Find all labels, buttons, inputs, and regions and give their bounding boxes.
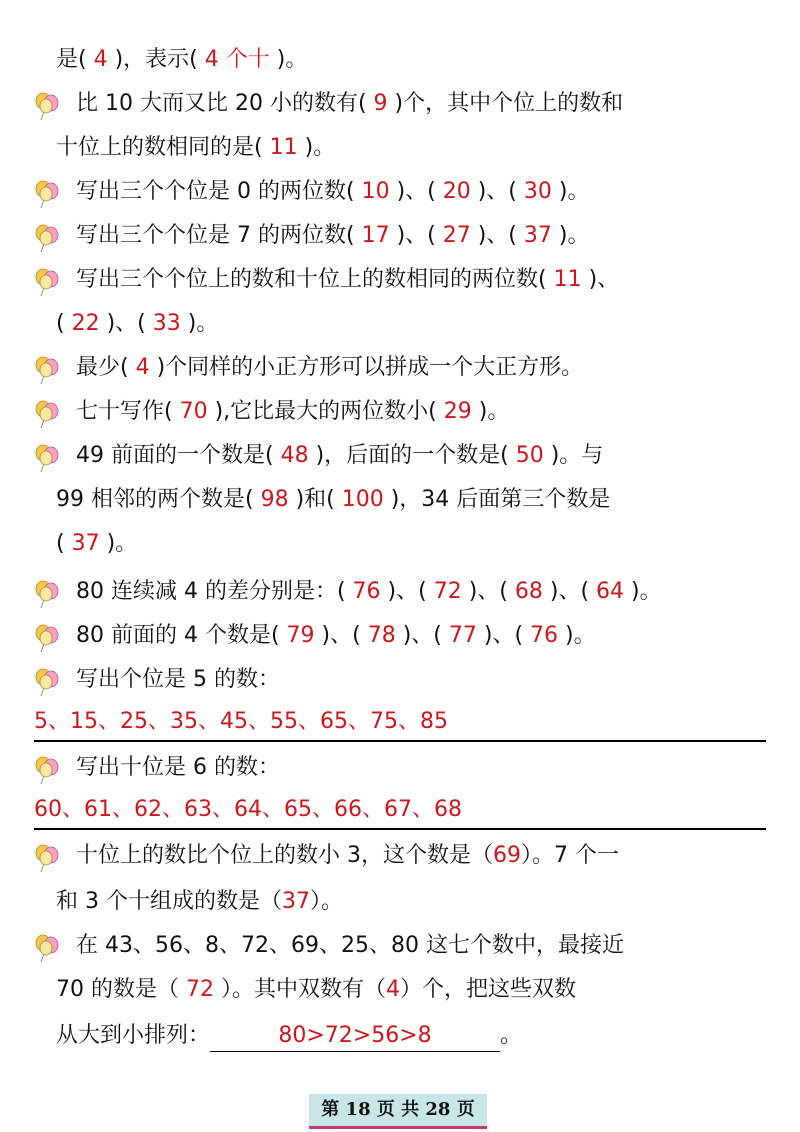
question-text: 是( xyxy=(56,47,87,72)
question-text: )。 xyxy=(106,531,138,556)
text-line xyxy=(0,880,800,924)
question-text: )。与 xyxy=(550,443,604,468)
question-text: )、( xyxy=(477,223,517,248)
text-line xyxy=(0,390,800,434)
question-text: )。 xyxy=(478,399,510,424)
answer-text: 98 xyxy=(253,487,296,512)
question-text: 49 前面的一个数是( xyxy=(76,443,274,468)
line-text xyxy=(56,880,343,924)
answer-text: 69 xyxy=(493,843,521,868)
question-text: )。 xyxy=(304,135,336,160)
line-text xyxy=(76,746,280,790)
line-text xyxy=(56,522,137,566)
question-text: )个，其中个位上的数和 xyxy=(394,91,624,116)
question-text: 写出个位是 5 的数： xyxy=(76,667,280,692)
answer-text: 37 xyxy=(516,223,559,248)
answer-text: 4 xyxy=(128,355,157,380)
answer-text: 37 xyxy=(281,889,310,914)
question-text: )。 xyxy=(565,623,596,648)
balloon-icon xyxy=(34,843,60,873)
question-text: 写出三个个位是 0 的两位数( xyxy=(76,179,355,204)
text-line xyxy=(0,658,800,702)
line-text xyxy=(76,834,619,878)
text-line xyxy=(0,346,800,390)
text-line xyxy=(0,302,800,346)
question-text: 80 连续减 4 的差分别是：( xyxy=(76,579,346,604)
answer-text: 76 xyxy=(523,623,566,648)
balloon-icon xyxy=(34,223,60,253)
line-text xyxy=(56,968,576,1012)
line-text xyxy=(56,302,218,346)
question-text: )，表示( xyxy=(114,47,198,72)
answer-text: 76 xyxy=(345,579,388,604)
question-text: ( xyxy=(56,311,65,336)
line-text xyxy=(76,434,603,478)
text-line xyxy=(0,170,800,214)
answer-text: 79 xyxy=(279,623,322,648)
balloon-icon xyxy=(34,667,60,697)
answer-text: 48 xyxy=(273,443,316,468)
answer-text: 80>72>56>8 xyxy=(210,1021,500,1052)
question-text: 比 10 大而又比 20 小的数有( xyxy=(76,91,367,116)
balloon-icon xyxy=(34,399,60,429)
balloon-icon xyxy=(34,623,60,653)
question-text: )、( xyxy=(396,179,436,204)
question-text: 在 43、56、8、72、69、25、80 这七个数中，最接近 xyxy=(76,933,624,958)
line-text xyxy=(76,214,589,258)
answer-text: 4 个十 xyxy=(197,47,277,72)
balloon-icon xyxy=(34,933,60,963)
question-text: )。 xyxy=(558,179,590,204)
answer-line-tens-six: 60、61、62、63、64、65、66、67、68 xyxy=(34,792,766,830)
question-text: )、( xyxy=(483,623,524,648)
line-text xyxy=(76,570,662,614)
text-line xyxy=(0,1014,800,1058)
balloon-icon xyxy=(34,579,60,609)
line-text xyxy=(76,390,509,434)
answer-text: 20 xyxy=(435,179,478,204)
answer-text: 78 xyxy=(360,623,403,648)
line-text xyxy=(56,126,335,170)
answer-text: 11 xyxy=(262,135,305,160)
text-line xyxy=(0,614,800,658)
answer-text: 37 xyxy=(64,531,107,556)
balloon-icon xyxy=(34,91,60,121)
question-text: )。 xyxy=(276,47,308,72)
question-text: )、( xyxy=(402,623,442,648)
answer-text: 11 xyxy=(546,267,589,292)
answer-text: 17 xyxy=(354,223,397,248)
answer-line-ones-five: 5、15、25、35、45、55、65、75、85 xyxy=(34,704,766,742)
question-text: 写出三个个位上的数和十位上的数相同的两位数( xyxy=(76,267,547,292)
answer-text: 72 xyxy=(426,579,469,604)
question-text: )、( xyxy=(396,223,436,248)
question-text: ),它比最大的两位数小( xyxy=(214,399,437,424)
question-text: 最少( xyxy=(76,355,129,380)
question-text: 写出十位是 6 的数： xyxy=(76,755,280,780)
balloon-icon xyxy=(34,755,60,785)
line-text xyxy=(76,170,589,214)
line-text xyxy=(56,1014,522,1058)
question-text: )，34 后面第三个数是 xyxy=(390,487,611,512)
answer-text: 10 xyxy=(354,179,397,204)
text-line xyxy=(0,434,800,478)
question-text: 七十写作( xyxy=(76,399,173,424)
question-text: 。 xyxy=(500,1023,523,1048)
line-text xyxy=(76,346,583,390)
text-line xyxy=(0,834,800,878)
text-line xyxy=(0,478,800,522)
question-text: )、( xyxy=(106,311,146,336)
answer-text: 50 xyxy=(508,443,551,468)
text-line xyxy=(0,82,800,126)
answer-text: 27 xyxy=(435,223,478,248)
line-text xyxy=(56,38,307,82)
text-line xyxy=(0,214,800,258)
question-text: 十位上的数比个位上的数小 3，这个数是（ xyxy=(76,843,493,868)
question-text: )和( xyxy=(295,487,335,512)
question-text: 写出三个个位是 7 的两位数( xyxy=(76,223,355,248)
question-text: ( xyxy=(56,531,65,556)
question-text: )，后面的一个数是( xyxy=(315,443,509,468)
question-text: )。 xyxy=(558,223,590,248)
text-line xyxy=(0,126,800,170)
question-text: ）。7 个一 xyxy=(521,843,619,868)
answer-text: 64 xyxy=(589,579,632,604)
answer-text: 100 xyxy=(334,487,391,512)
answer-text: 4 xyxy=(386,977,400,1002)
balloon-icon xyxy=(34,443,60,473)
question-text: 和 3 个十组成的数是（ xyxy=(56,889,282,914)
answer-text: 9 xyxy=(366,91,395,116)
page-footer: 第 18 页 共 28 页 xyxy=(309,1094,487,1129)
question-text: ）个，把这些双数 xyxy=(400,977,577,1002)
question-text: )。 xyxy=(187,311,219,336)
question-text: 十位上的数相同的是( xyxy=(56,135,263,160)
text-line xyxy=(0,570,800,614)
balloon-icon xyxy=(34,355,60,385)
line-text xyxy=(76,924,624,968)
question-text: )、( xyxy=(387,579,427,604)
text-line xyxy=(0,968,800,1012)
answer-text: 33 xyxy=(145,311,188,336)
question-text: )。 xyxy=(631,579,662,604)
question-text: )、( xyxy=(477,179,517,204)
question-text: )、( xyxy=(321,623,361,648)
answer-text: 4 xyxy=(86,47,115,72)
line-text xyxy=(76,658,280,702)
answer-text: 22 xyxy=(64,311,107,336)
question-text: )、( xyxy=(468,579,508,604)
question-text: )、 xyxy=(588,267,620,292)
question-text: 80 前面的 4 个数是( xyxy=(76,623,280,648)
text-line xyxy=(0,924,800,968)
line-text xyxy=(76,258,619,302)
text-line xyxy=(0,258,800,302)
question-text: ）。 xyxy=(309,889,343,914)
line-text xyxy=(56,478,610,522)
line-text xyxy=(76,614,596,658)
question-text: )、( xyxy=(549,579,590,604)
answer-text: 70 xyxy=(172,399,215,424)
question-text: 70 的数是（ xyxy=(56,977,179,1002)
answer-text: 72 xyxy=(179,977,221,1002)
text-line xyxy=(0,746,800,790)
answer-text: 77 xyxy=(441,623,484,648)
balloon-icon xyxy=(34,267,60,297)
line-text xyxy=(76,82,623,126)
question-text: ）。其中双数有（ xyxy=(220,977,386,1002)
answer-text: 30 xyxy=(516,179,559,204)
question-text: )个同样的小正方形可以拼成一个大正方形。 xyxy=(156,355,584,380)
answer-text: 29 xyxy=(436,399,479,424)
text-line xyxy=(0,522,800,566)
answer-text: 68 xyxy=(507,579,550,604)
text-line xyxy=(0,38,800,82)
question-text: 从大到小排列： xyxy=(56,1023,211,1048)
balloon-icon xyxy=(34,179,60,209)
question-text: 99 相邻的两个数是( xyxy=(56,487,254,512)
